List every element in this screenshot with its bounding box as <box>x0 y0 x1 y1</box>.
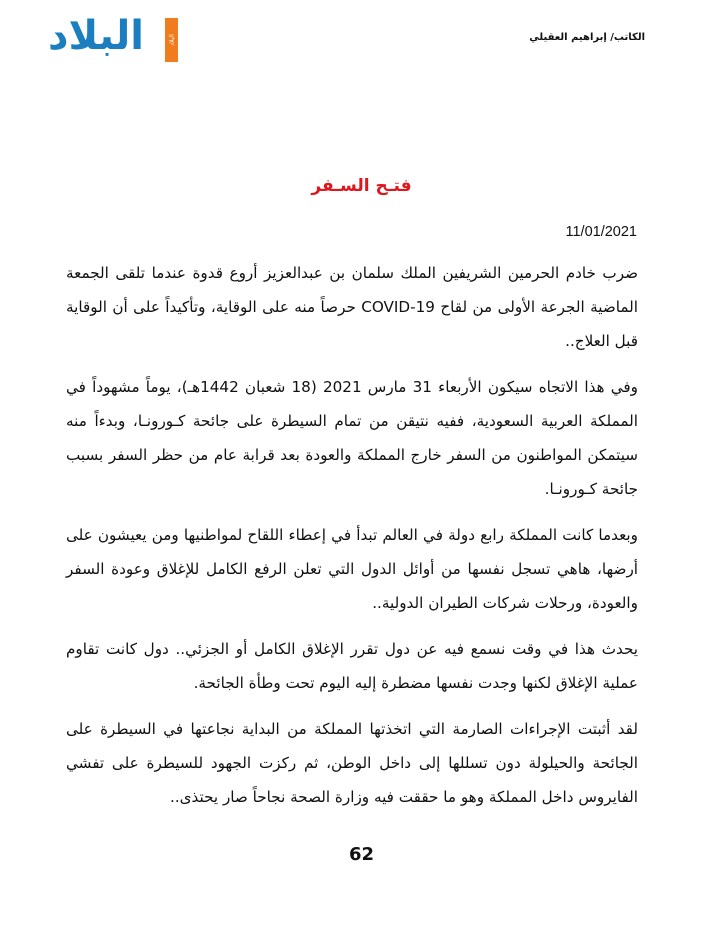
logo-tag-text: البلاد <box>169 34 175 46</box>
page-number: 62 <box>348 844 375 865</box>
article-paragraph: يحدث هذا في وقت نسمع فيه عن دول تقرر الإغلاق الكامل أو الجزئي.. دول كانت تقاوم عملية الإغلاق لكنها وجدت نفسها مضطرة إليه اليوم تحت وطأة الجائحة. <box>66 640 638 692</box>
article-paragraph: لقد أثبتت الإجراءات الصارمة التي اتخذتها المملكة من البداية نجاعتها في السيطرة على الجائحة والحيلولة دون تسللها إلى داخل الوطن، ثم ركزت الجهود للسيطرة على تفشي الفايروس داخل المملكة وهو ما حققت فيه وزارة الصحة نجاحاً صار يحتذى.. <box>66 720 638 806</box>
article-paragraph: وبعدما كانت المملكة رابع دولة في العالم تبدأ في إعطاء اللقاح لمواطنيها ومن يعيشون على أرضها، هاهي تسجل نفسها من أوائل الدول التي تعلن الرفع الكامل للإغلاق وعودة السفر والعودة، ورحلات شركات الطيران الدولية.. <box>66 526 638 612</box>
article-body <box>66 256 638 826</box>
logo-wordmark: البلاد <box>48 13 144 59</box>
albilad-logo <box>48 13 180 66</box>
article-date: 11/01/2021 <box>565 224 637 240</box>
article-title: فتـح السـفر <box>311 176 412 196</box>
article-paragraph: ضرب خادم الحرمين الشريفين الملك سلمان بن عبدالعزيز أروع قدوة عندما تلقى الجمعة الماضية الجرعة الأولى من لقاح COVID-19 حرصاً منه على الوقاية، وتأكيداً على أن الوقاية قبل العلاج.. <box>66 264 638 350</box>
author-byline: الكاتب/ إبراهيم العقيلي <box>529 32 645 43</box>
article-paragraph: وفي هذا الاتجاه سيكون الأربعاء 31 مارس 2021 (18 شعبان 1442هـ)، يوماً مشهوداً في المملكة العربية السعودية، ففيه نتيقن من تمام السيطرة على جائحة كـورونـا، وبدءاً منه سيتمكن المواطنون من السفر خارج المملكة والعودة بعد قرابة عام من حظر السفر بسبب جائحة كـورونـا. <box>66 378 638 498</box>
logo-tag-bar <box>165 18 178 62</box>
